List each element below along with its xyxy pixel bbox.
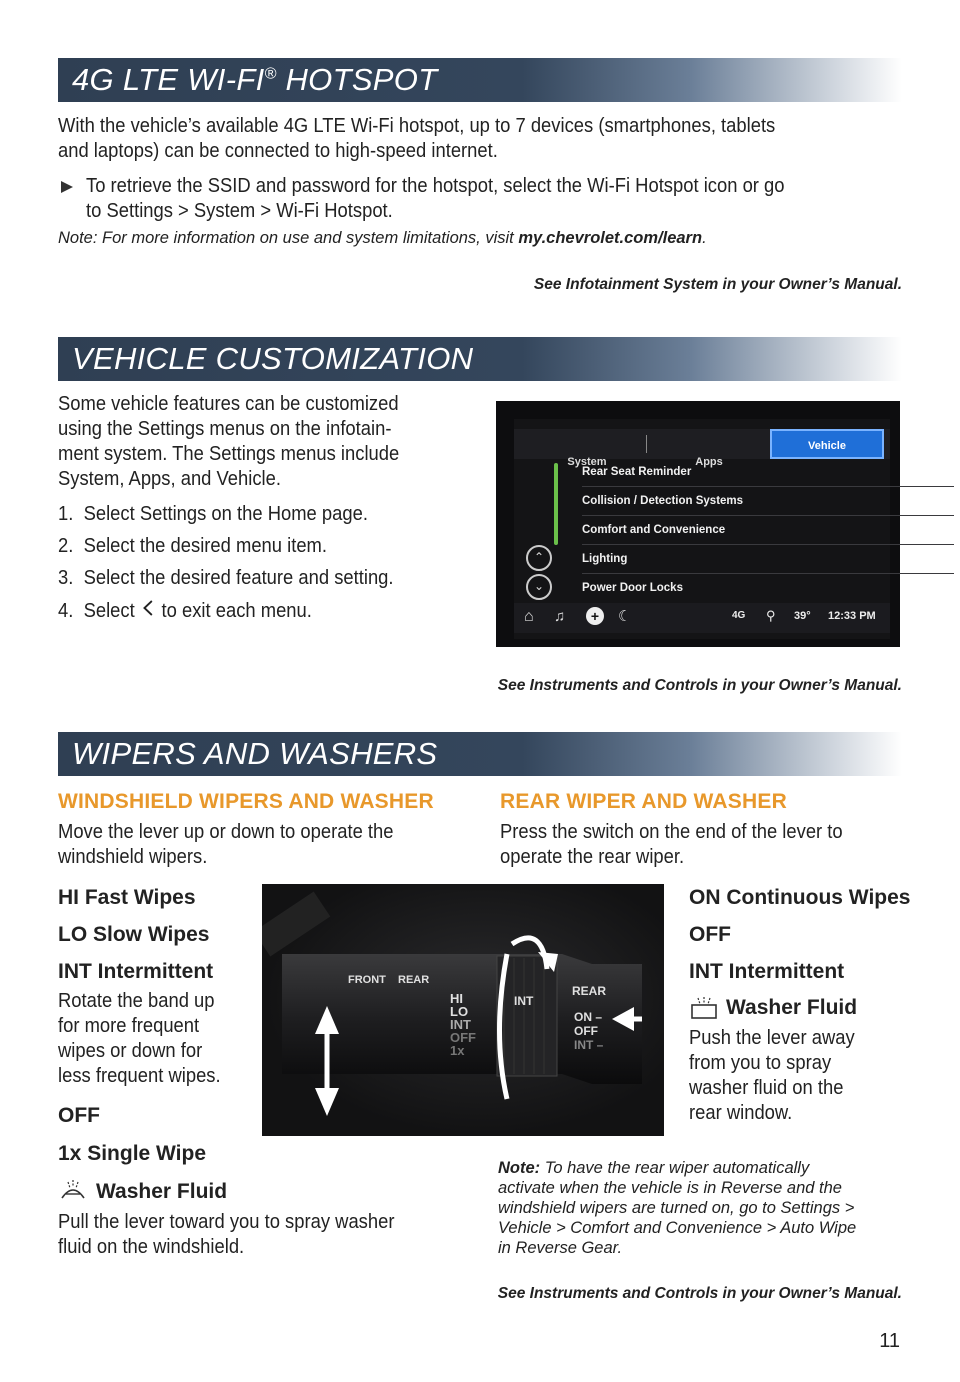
hotspot-header-bar xyxy=(58,58,902,102)
step-item: 2. Select the desired menu item. xyxy=(58,535,328,557)
hotspot-note: Note: For more information on use and system limitations, visit my.chevrolet.com/learn. xyxy=(58,229,707,247)
scroll-indicator xyxy=(554,463,558,545)
hotspot-bullet: To retrieve the SSID and password for the hotspot, select the Wi-Fi Hotspot icon or go to Settings > System > Wi-Fi Hotspot. xyxy=(86,175,785,222)
wipers-header-bar xyxy=(58,732,902,776)
rear-note: Note: To have the rear wiper automatically activate when the vehicle is in Reverse and the windshield wipers are turned on, go to Settings > Vehicle > Comfort and Convenience > Auto Wipe in Reverse Gear. xyxy=(498,1159,857,1257)
hi-label: HI Fast Wipes xyxy=(58,886,196,909)
windshield-washer-desc: Pull the lever toward you to spray washer fluid on the windshield. xyxy=(58,1211,395,1258)
end-switch-labels: ON – OFF INT – xyxy=(574,1010,604,1052)
temperature-readout: 39° xyxy=(794,610,811,622)
rear-int-label: INT Intermittent xyxy=(689,960,845,983)
clock-readout: 12:33 PM xyxy=(828,610,876,622)
location-icon: ⚲ xyxy=(766,608,776,623)
end-rear-label: REAR xyxy=(572,984,607,998)
screen-display xyxy=(514,419,890,639)
learn-link[interactable]: my.chevrolet.com/learn xyxy=(518,229,703,247)
hotspot-intro: With the vehicle’s available 4G LTE Wi-Fi hotspot, up to 7 devices (smartphones, tablets and laptops) can be connected to high-speed internet. xyxy=(58,115,776,162)
wiper-stalk-photo xyxy=(262,884,664,1136)
step-item: 1. Select Settings on the Home page. xyxy=(58,503,368,525)
rear-top-label: REAR xyxy=(398,974,430,986)
customization-intro: Some vehicle features can be customized using the Settings menus on the infotain- ment system. The Settings menus include System, Apps, and Vehicle. xyxy=(58,393,400,490)
music-icon[interactable]: ♫ xyxy=(554,608,566,625)
int-label: INT Intermittent xyxy=(58,960,214,983)
hotspot-reference: See Infotainment System in your Owner’s Manual. xyxy=(533,276,902,293)
signal-indicator: 4G xyxy=(732,610,746,621)
menu-item-collision-detection[interactable]: Collision / Detection Systems xyxy=(582,487,954,516)
rear-washer-desc: Push the lever away from you to spray washer fluid on the rear window. xyxy=(689,1027,855,1124)
menu-item-rear-seat-reminder[interactable]: Rear Seat Reminder xyxy=(582,458,954,487)
speed-labels: HI LO INT OFF 1x xyxy=(450,991,476,1058)
customization-title: VEHICLE CUSTOMIZATION xyxy=(72,341,474,376)
customization-steps xyxy=(58,502,463,630)
int-desc: Rotate the band up for more frequent wipes or down for less frequent wipes. xyxy=(58,990,221,1087)
rear-off-label: OFF xyxy=(689,923,731,946)
tab-apps[interactable]: Apps xyxy=(695,456,723,468)
customization-reference: See Instruments and Controls in your Owner’s Manual. xyxy=(497,677,902,694)
lo-label: LO Slow Wipes xyxy=(58,923,210,946)
single-wipe-label: 1x Single Wipe xyxy=(58,1142,207,1165)
infotainment-screen-photo xyxy=(496,401,900,647)
scroll-up-icon[interactable]: ⌃ xyxy=(526,545,552,571)
home-icon[interactable]: ⌂ xyxy=(524,608,534,625)
tab-vehicle[interactable]: Vehicle xyxy=(770,429,884,459)
wipers-title: WIPERS AND WASHERS xyxy=(72,736,438,771)
front-label: FRONT xyxy=(348,974,386,986)
bullet-arrow-icon xyxy=(60,179,74,200)
back-chevron-icon xyxy=(140,598,157,625)
windshield-washer-icon xyxy=(58,1178,88,1207)
menu-item-power-door-locks[interactable]: Power Door Locks xyxy=(582,582,683,594)
customization-header-bar xyxy=(58,337,902,381)
off-label: OFF xyxy=(58,1104,100,1127)
band-int-label: INT xyxy=(514,994,534,1008)
windshield-heading: WINDSHIELD WIPERS AND WASHER xyxy=(58,790,434,813)
page-number: 11 xyxy=(879,1330,900,1352)
rear-washer-label: Washer Fluid xyxy=(726,996,858,1019)
add-icon[interactable]: + xyxy=(586,607,604,625)
scroll-down-icon[interactable]: ⌄ xyxy=(526,574,552,600)
on-label: ON Continuous Wipes xyxy=(689,886,911,909)
rear-heading: REAR WIPER AND WASHER xyxy=(500,790,787,813)
menu-item-lighting[interactable]: Lighting xyxy=(582,545,954,574)
rear-washer-icon xyxy=(689,996,719,1025)
menu-item-comfort-convenience[interactable]: Comfort and Convenience xyxy=(582,516,954,545)
moon-icon[interactable]: ☾ xyxy=(618,608,632,625)
step-item: 4. Select to exit each menu. xyxy=(58,598,463,630)
step-item: 3. Select the desired feature and setting. xyxy=(58,567,394,589)
wipers-reference: See Instruments and Controls in your Owner’s Manual. xyxy=(497,1285,902,1302)
tab-system[interactable]: System xyxy=(567,456,607,468)
hotspot-title: 4G LTE WI-FI® HOTSPOT xyxy=(72,62,438,97)
screen-status-bar xyxy=(514,603,890,633)
rear-desc: Press the switch on the end of the lever to operate the rear wiper. xyxy=(500,821,843,868)
windshield-washer-label: Washer Fluid xyxy=(96,1180,228,1203)
windshield-desc: Move the lever up or down to operate the windshield wipers. xyxy=(58,821,394,868)
